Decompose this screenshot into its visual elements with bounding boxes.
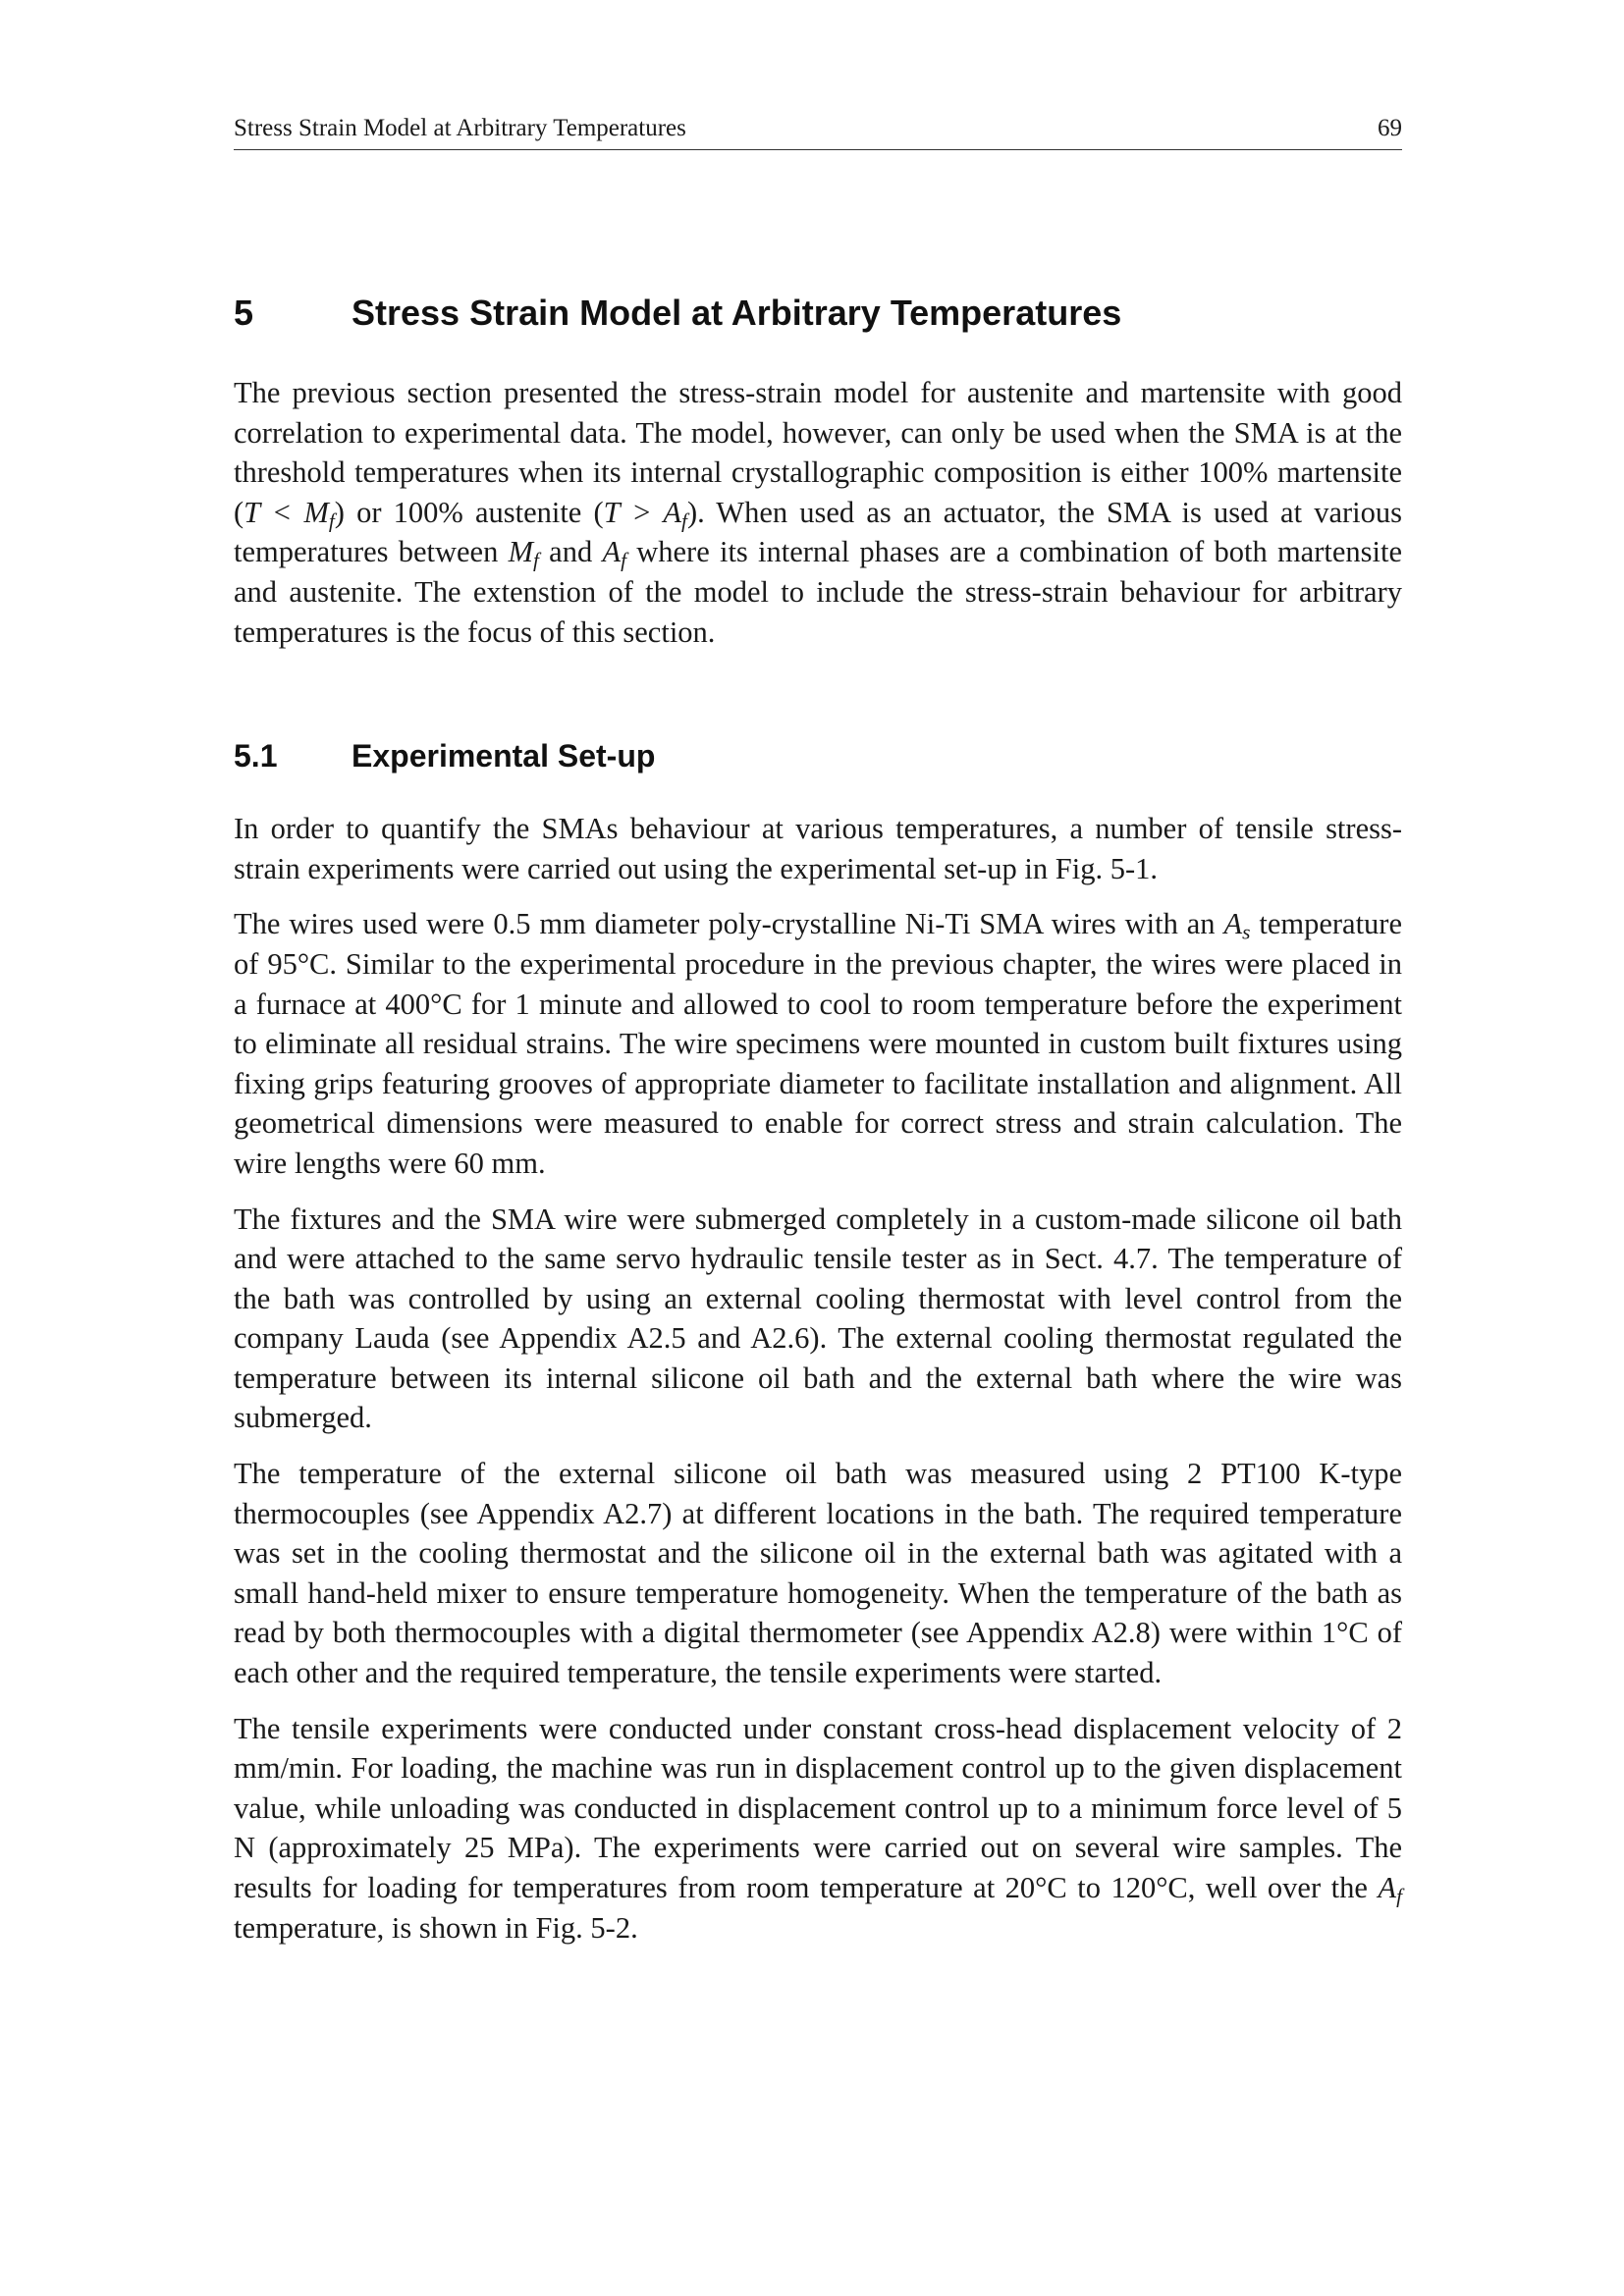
text-run: ). When used as an actuator, the SMA is used at various temperatures between <box>234 495 1402 569</box>
paragraph-5 <box>234 1709 1402 1949</box>
math-inline <box>603 495 687 533</box>
paragraph-3: The fixtures and the SMA wire were submerged completely in a custom-made silicone oil bath and were attached to the same servo hydraulic tensile tester as in Sect. 4.7. The temperature of the bath was controlled by using an external cooling thermostat with level control from the company Lauda (see Appendix A2.5 and A2.6). The external cooling thermostat regulated the temperature between its internal silicone oil bath and the external bath where the wire was submerged. <box>234 1201 1402 1435</box>
text-run: The wires used were 0.5 mm diameter poly-crystalline Ni-Ti SMA wires with an <box>234 907 1224 941</box>
text-run: The tensile experiments were conducted under constant cross-head displacement velocity of 2 mm/min. For loading, the machine was run in displacement control up to the given displacement value, while unloading was conducted in displacement control up to a minimum force level of 5 N (approximately 25 MPa). The experiments were carried out on several wire samples. The results for loading for temperatures from room temperature at 20°C to 120°C, well over the <box>234 1711 1402 1904</box>
math-subscript: f <box>328 508 335 533</box>
math-inline <box>602 535 627 572</box>
math-subscript: s <box>1242 920 1251 944</box>
paragraph-2 <box>234 904 1402 1183</box>
section-title: Stress Strain Model at Arbitrary Temperatures <box>352 293 1122 333</box>
math-subscript: f <box>1396 1884 1402 1908</box>
math-base: M <box>508 535 533 569</box>
math-base: A <box>602 535 622 569</box>
paragraph-4: The temperature of the external silicone oil bath was measured using 2 PT100 K-type thermocouples (see Appendix A2.7) at different locations in the bath. The required temperature was set in the cooling thermostat and the silicone oil in the external bath was agitated with a small hand-held mixer to ensure temperature homogeneity. When the temperature of the bath as read by both thermocouples with a digital thermometer (see Appendix A2.8) were within 1°C of each other and the required temperature, the tensile experiments were started. <box>234 1457 1402 1690</box>
math-inline <box>1223 907 1251 944</box>
text-run: and <box>538 535 603 569</box>
subsection-title: Experimental Set-up <box>352 738 656 774</box>
subsection-heading <box>234 732 1402 779</box>
running-header <box>234 110 1402 150</box>
math-inline <box>1378 1871 1402 1908</box>
math-inline <box>508 535 539 572</box>
text-run: The previous section presented the stress-strain model for austenite and martensite with good correlation to experimental data. The model, however, can only be used when the SMA is at the threshold temperatures when its internal crystallographic composition is either 100% martensite ( <box>234 376 1402 529</box>
page-number: 69 <box>1378 115 1402 141</box>
math-subscript: f <box>533 548 539 572</box>
intro-paragraph <box>234 373 1402 652</box>
math-base: T > A <box>603 495 681 529</box>
math-subscript: f <box>681 508 687 533</box>
section-heading <box>234 287 1402 340</box>
text-run: where its internal phases are a combination of both martensite and austenite. The extenstion of the model to include the stress-strain behaviour for arbitrary temperatures is the focus of this section. <box>234 535 1402 649</box>
math-inline <box>244 495 335 533</box>
paragraph-1: In order to quantify the SMAs behaviour at various temperatures, a number of tensile stress-strain experiments were carried out using the experimental set-up in Fig. 5-1. <box>234 812 1402 885</box>
text-run: ) or 100% austenite ( <box>334 495 604 529</box>
subsection-number: 5.1 <box>234 738 278 774</box>
text-run: temperature, is shown in Fig. 5-2. <box>234 1910 638 1945</box>
page-content <box>234 287 1402 1948</box>
math-subscript: f <box>621 548 627 572</box>
text-run: temperature of 95°C. Similar to the experimental procedure in the previous chapter, the wires were placed in a furnace at 400°C for 1 minute and allowed to cool to room temperature before the experiment to eliminate all residual strains. The wire specimens were mounted in custom built fixtures using fixing grips featuring grooves of appropriate diameter to facilitate installation and alignment. All geometrical dimensions were measured to enable for correct stress and strain calculation. The wire lengths were 60 mm. <box>234 907 1402 1180</box>
running-title: Stress Strain Model at Arbitrary Temperatures <box>234 115 686 141</box>
section-number: 5 <box>234 293 254 333</box>
math-base: A <box>1223 907 1243 941</box>
math-base: A <box>1378 1871 1397 1904</box>
math-base: T < M <box>244 495 329 529</box>
